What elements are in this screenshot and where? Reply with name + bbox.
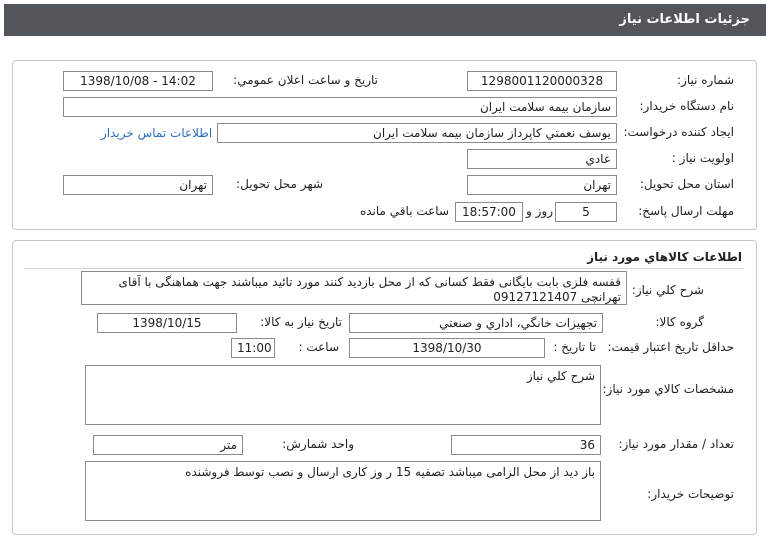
remaining-text: ساعت باقي مانده	[359, 204, 449, 218]
buyer-org-field[interactable]: سازمان بيمه سلامت ايران	[63, 97, 617, 117]
until-date-field[interactable]: 1398/10/30	[349, 338, 545, 358]
province-label: استان محل تحويل:	[639, 177, 734, 191]
spec-field[interactable]: شرح كلي نياز	[85, 365, 601, 425]
priority-field[interactable]: عادي	[467, 149, 617, 169]
need-number-label: شماره نياز:	[677, 73, 734, 87]
need-number-field[interactable]: 1298001120000328	[467, 71, 617, 91]
need-info-panel	[12, 60, 757, 230]
buyer-contact-link[interactable]: اطلاعات تماس خريدار	[101, 126, 213, 140]
creator-label: ايجاد كننده درخواست:	[623, 125, 734, 139]
spec-label: مشخصات كالاي مورد نياز:	[602, 382, 734, 396]
hour-label: ساعت :	[298, 340, 339, 354]
goods-group-label: گروه كالا:	[655, 315, 704, 329]
deadline-time-field[interactable]: 18:57:00	[455, 202, 523, 222]
hour-field[interactable]: 11:00	[231, 338, 275, 358]
days-text: روز و	[526, 204, 553, 218]
price-validity-label: حداقل تاريخ اعتبار قيمت:	[607, 340, 734, 354]
goods-section-title: اطلاعات كالاهاي مورد نياز	[587, 250, 742, 264]
quantity-field[interactable]: 36	[451, 435, 601, 455]
until-date-label: تا تاريخ :	[553, 340, 596, 354]
buyer-org-label: نام دستگاه خريدار:	[639, 99, 734, 113]
need-date-field[interactable]: 1398/10/15	[97, 313, 237, 333]
page-header: جزئيات اطلاعات نياز	[4, 4, 766, 36]
city-label: شهر محل تحويل:	[236, 177, 323, 191]
priority-label: اولويت نياز :	[671, 151, 734, 165]
goods-group-field[interactable]: تجهيزات خانگي، اداري و صنعتي	[349, 313, 603, 333]
summary-label: شرح كلي نياز:	[631, 283, 704, 297]
creator-field[interactable]: يوسف نعمتي كاپرداز سازمان بيمه سلامت ايران	[217, 123, 617, 143]
announce-datetime-label: تاريخ و ساعت اعلان عمومي:	[233, 73, 378, 87]
quantity-label: تعداد / مقدار مورد نياز:	[618, 437, 734, 451]
goods-panel	[12, 240, 757, 535]
buyer-description-label: توضيحات خريدار:	[647, 487, 734, 501]
section-divider	[25, 268, 744, 269]
unit-label: واحد شمارش:	[282, 437, 354, 451]
summary-field[interactable]: قفسه فلزی بابت بایگانی فقط کسانی که از محل بازدید کنند مورد تائید میباشند جهت هماهنگی با آقای تهرانچی 09127121407	[81, 271, 627, 305]
unit-field[interactable]: متر	[93, 435, 243, 455]
deadline-label: مهلت ارسال پاسخ:	[638, 204, 734, 218]
province-field[interactable]: تهران	[467, 175, 617, 195]
buyer-description-field[interactable]: باز دید از محل الزامی میباشد تصفیه 15 ر وز کاری ارسال و نصب توسط فروشنده	[85, 461, 601, 521]
city-field[interactable]: تهران	[63, 175, 213, 195]
announce-datetime-field[interactable]: 1398/10/08 - 14:02	[63, 71, 213, 91]
deadline-days-field[interactable]: 5	[555, 202, 617, 222]
need-date-label: تاريخ نياز به كالا:	[260, 315, 342, 329]
